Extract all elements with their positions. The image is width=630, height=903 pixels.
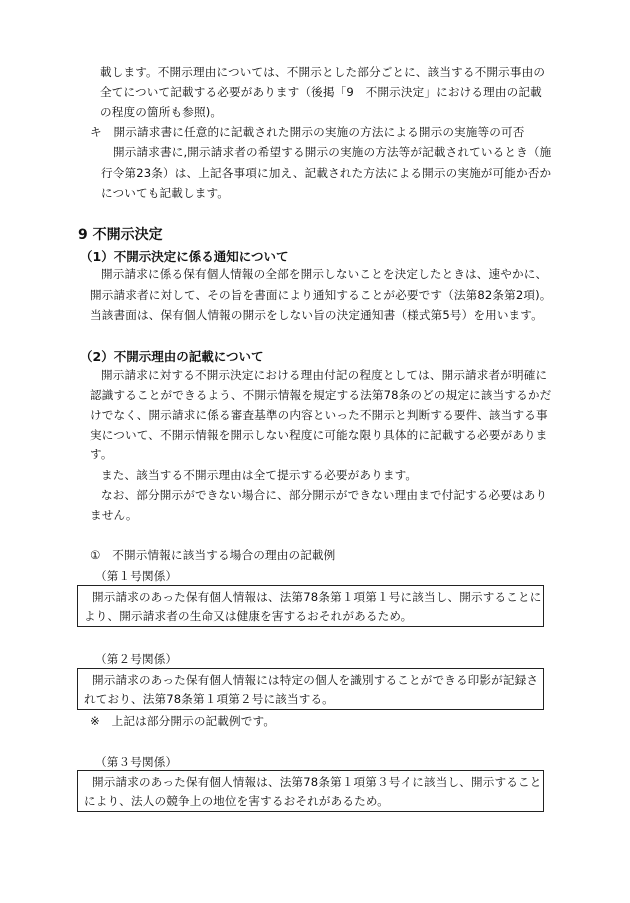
sub2-line: 実について、不開示情報を開示しない程度に可能な限り具体的に記載する必要がありま — [90, 428, 548, 442]
sub1-line: 開示請求者に対して、その旨を書面により通知することが必要です（法第82条第2項)。 — [90, 288, 552, 302]
example-label: （第３号関係） — [95, 755, 178, 769]
sub2-line: ません。 — [90, 508, 138, 522]
item-ki-line: についても記載します。 — [101, 186, 230, 200]
subsection-title: （2）不開示理由の記載について — [80, 349, 264, 364]
sub2-line: けでなく、開示請求に係る審査基準の内容といった不開示と判断する要件、該当する事 — [90, 408, 548, 422]
sub2-line: また、該当する不開示理由は全て提示する必要があります。 — [101, 468, 418, 482]
example-label: （第２号関係） — [95, 652, 178, 666]
example-line: 開示請求のあった保有個人情報は、法第78条第１項第３号イに該当し、開示すること — [92, 775, 542, 789]
sub1-line: 当該書面は、保有個人情報の開示をしない旨の決定通知書（様式第5号）を用います。 — [90, 308, 543, 322]
sub1-line: 開示請求に係る保有個人情報の全部を開示しないことを決定したときは、速やかに、 — [101, 267, 548, 281]
sub2-line: なお、部分開示ができない場合に、部分開示ができない理由まで付記する必要はあり — [101, 488, 548, 502]
example-box — [77, 770, 544, 812]
item-ki-line: 行令第23条）は、上記各事項に加え、記載された方法による開示の実施が可能か否か — [101, 166, 552, 180]
example-line: により、法人の競争上の地位を害するおそれがあるため。 — [84, 794, 389, 808]
example-note: ※ 上記は部分開示の記載例です。 — [90, 714, 276, 728]
example-line: 開示請求のあった保有個人情報には特定の個人を識別することができる印影が記録さ — [92, 673, 539, 687]
subsection-title: （1）不開示決定に係る通知について — [80, 249, 289, 264]
example-label: （第１号関係） — [95, 569, 178, 583]
para-line: 載します。不開示理由については、不開示とした部分ごとに、該当する不開示事由の — [100, 65, 546, 79]
example-line: より、開示請求者の生命又は健康を害するおそれがあるため。 — [84, 609, 413, 623]
para-line: 全てについて記載する必要があります（後掲「9 不開示決定」における理由の記載 — [100, 85, 542, 99]
example-line: れており、法第78条第１項第２号に該当する。 — [84, 692, 334, 706]
section-heading: 9 不開示決定 — [78, 227, 163, 243]
example-box — [77, 585, 544, 627]
example-line: 開示請求のあった保有個人情報は、法第78条第１項第１号に該当し、開示することに — [92, 590, 542, 604]
example-box — [77, 668, 544, 710]
item-ki-title: キ 開示請求書に任意的に記載された開示の実施の方法による開示の実施等の可否 — [90, 125, 525, 139]
item-ki-line: 開示請求書に,開示請求者の希望する開示の実施の方法等が記載されているとき（施 — [113, 145, 552, 159]
para-line: の程度の箇所も参照)。 — [100, 105, 223, 119]
sub2-line: す。 — [90, 447, 113, 461]
sub2-line: 認識することができるよう、不開示情報を規定する法第78条のどの規定に該当するかだ — [90, 388, 552, 402]
examples-title: ① 不開示情報に該当する場合の理由の記載例 — [90, 548, 336, 562]
sub2-line: 開示請求に対する不開示決定における理由付記の程度としては、開示請求者が明確に — [101, 368, 548, 382]
